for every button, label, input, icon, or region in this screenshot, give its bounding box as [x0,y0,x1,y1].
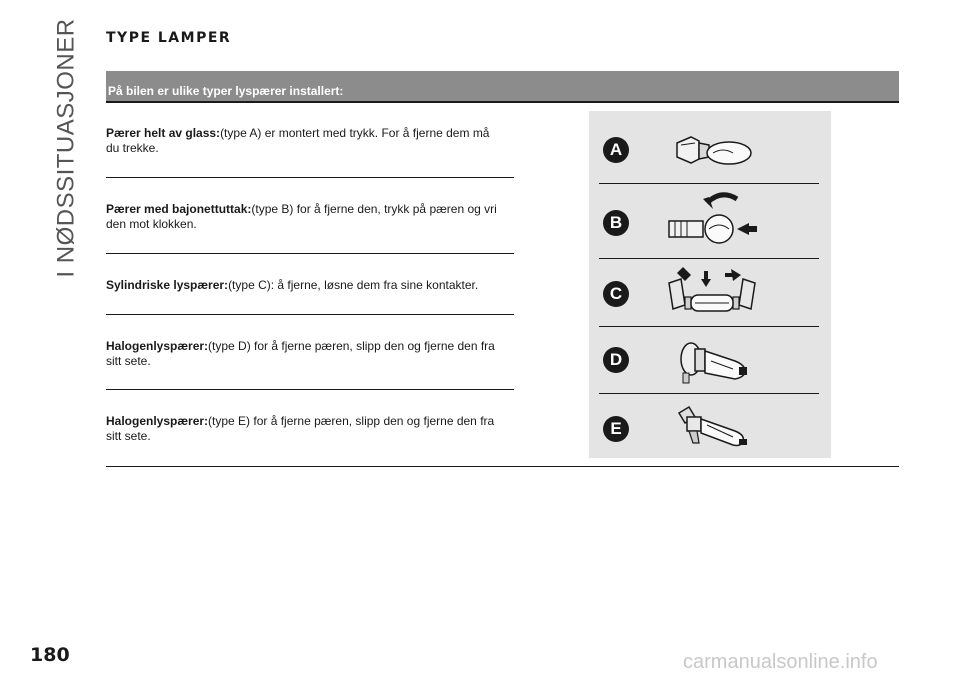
entry-type-d-desc: (type D) for å fjerne pæren, slipp den og fjerne den fra sitt sete. [106,339,495,368]
entry-type-c [106,278,506,293]
entry-type-d [106,339,506,369]
figure-separator [599,326,819,327]
figure-label-a: A [603,137,629,163]
festoon-bulb-icon [663,265,763,321]
table-header [106,71,899,103]
entry-type-e-term: Halogenlyspærer: [106,414,209,428]
halogen-bulb-icon [675,335,755,391]
table-bottom-rule [106,466,899,467]
wedge-bulb-icon [669,129,759,173]
separator [106,389,514,390]
halogen-h7-bulb-icon [673,403,759,455]
figure-separator [599,393,819,394]
entry-type-b-term: Pærer med bajonettuttak: [106,202,252,216]
table-header-text: På bilen er ulike typer lyspærer installert: [108,84,344,98]
figure-separator [599,183,819,184]
entry-type-e [106,414,506,444]
entry-type-c-term: Sylindriske lyspærer: [106,278,229,292]
separator [106,253,514,254]
bayonet-bulb-icon [663,189,763,249]
entry-type-c-desc: (type C): å fjerne, løsne dem fra sine kontakter. [228,278,479,292]
separator [106,314,514,315]
figure-separator [599,258,819,259]
entry-type-a-term: Pærer helt av glass: [106,126,221,140]
watermark: carmanualsonline.info [683,651,878,673]
separator [106,177,514,178]
entry-type-e-desc: (type E) for å fjerne pæren, slipp den og fjerne den fra sitt sete. [106,414,495,443]
figure-label-c: C [603,281,629,307]
bulb-types-figure [589,111,831,458]
figure-label-e: E [603,416,629,442]
section-title: TYPE LAMPER [106,30,232,46]
chapter-side-title-text: I NØDSSITUASJONER [53,18,81,278]
entry-type-a [106,126,506,156]
page-number: 180 [30,644,70,666]
figure-label-d: D [603,347,629,373]
entry-type-a-desc: (type A) er montert med trykk. For å fjerne dem må du trekke. [106,126,490,155]
entry-type-b-desc: (type B) for å fjerne den, trykk på pæren og vri den mot klokken. [106,202,497,231]
figure-label-b: B [603,210,629,236]
chapter-side-title [52,18,82,278]
entry-type-b [106,202,506,232]
entry-type-d-term: Halogenlyspærer: [106,339,209,353]
